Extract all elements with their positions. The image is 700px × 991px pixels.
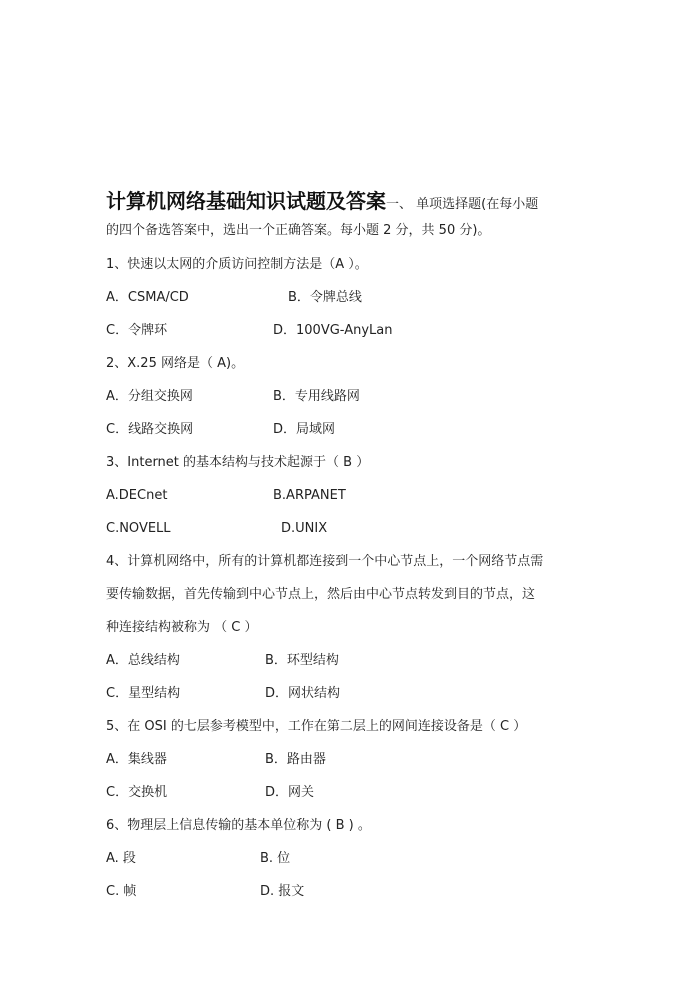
- question-3-option-d: D.UNIX: [281, 521, 328, 536]
- question-3-stem: 3、Internet 的基本结构与技术起源于（ B ）: [106, 455, 370, 470]
- question-6-option-b: B. 位: [260, 851, 291, 866]
- question-5-stem: 5、在 OSI 的七层参考模型中，工作在第二层上的网间连接设备是（ C ）: [106, 719, 527, 734]
- question-3-option-b: B.ARPANET: [273, 488, 346, 503]
- question-5-option-a: A．集线器: [106, 752, 167, 767]
- question-4-option-d: D．网状结构: [265, 686, 341, 701]
- question-2-option-d: D．局域网: [273, 422, 336, 437]
- question-1-option-a: A．CSMA/CD: [106, 290, 189, 305]
- question-1-stem: 1、快速以太网的介质访问控制方法是（A ）。: [106, 257, 368, 272]
- question-2-option-c: C．线路交换网: [106, 422, 194, 437]
- question-3-option-c: C.NOVELL: [106, 521, 171, 536]
- section-intro: 一、 单项选择题(在每小题: [386, 197, 539, 212]
- question-1-option-b: B．令牌总线: [288, 290, 362, 305]
- document-title: 计算机网络基础知识试题及答案: [106, 189, 386, 213]
- question-2-option-a: A．分组交换网: [106, 389, 193, 404]
- question-4-option-c: C．星型结构: [106, 686, 181, 701]
- question-6-stem: 6、物理层上信息传输的基本单位称为 ( B ) 。: [106, 818, 371, 833]
- section-intro-continued: 的四个备选答案中，选出一个正确答案。每小题 2 分，共 50 分)。: [106, 223, 491, 238]
- question-1-option-c: C．令牌环: [106, 323, 168, 338]
- question-4-stem-line-2: 要传输数据，首先传输到中心节点上，然后由中心节点转发到目的节点，这: [106, 587, 536, 602]
- question-6-option-d: D. 报文: [260, 884, 305, 899]
- question-5-option-b: B．路由器: [265, 752, 326, 767]
- question-3-option-a: A.DECnet: [106, 488, 168, 503]
- question-6-option-a: A. 段: [106, 851, 136, 866]
- question-6-option-c: C. 帧: [106, 884, 137, 899]
- question-4-option-b: B．环型结构: [265, 653, 339, 668]
- question-4-stem-line-1: 4、计算机网络中，所有的计算机都连接到一个中心节点上，一个网络节点需: [106, 554, 544, 569]
- question-5-option-c: C．交换机: [106, 785, 168, 800]
- question-2-option-b: B．专用线路网: [273, 389, 360, 404]
- title-line: [106, 189, 538, 213]
- question-1-option-d: D．100VG-AnyLan: [273, 323, 393, 338]
- question-4-option-a: A．总线结构: [106, 653, 180, 668]
- question-4-stem-line-3: 种连接结构被称为 （ C ）: [106, 620, 258, 635]
- question-5-option-d: D．网关: [265, 785, 315, 800]
- question-2-stem: 2、X.25 网络是（ A)。: [106, 356, 245, 371]
